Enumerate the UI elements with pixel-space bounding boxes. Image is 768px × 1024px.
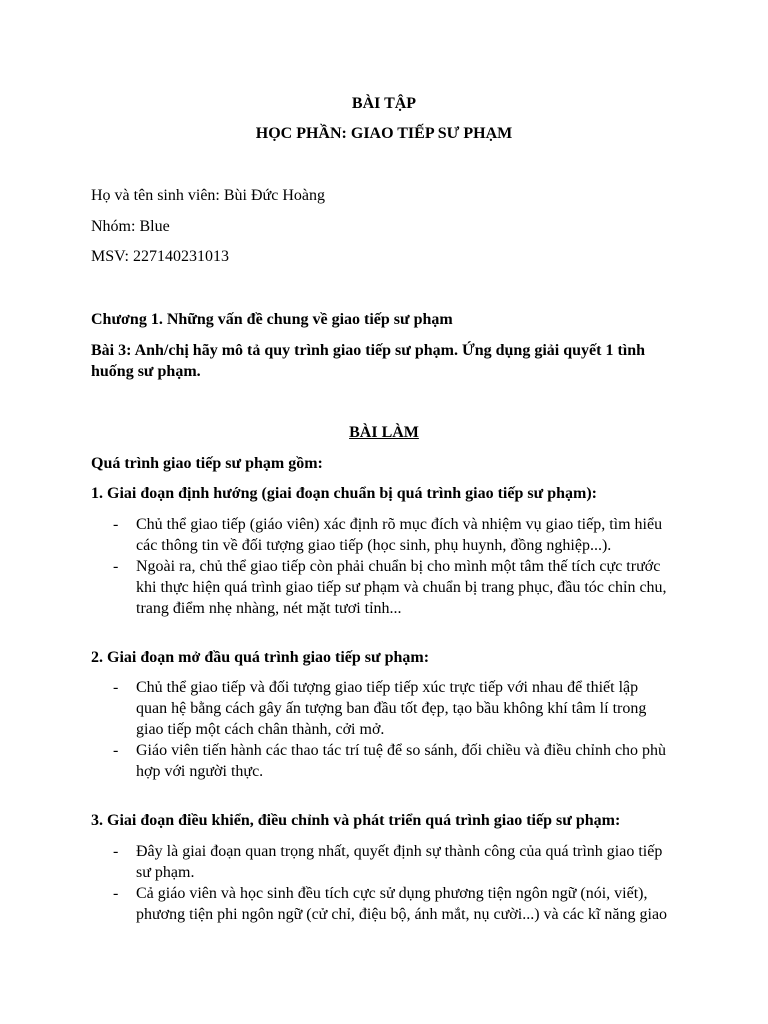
bullet-line: Đây là giai đoạn quan trọng nhất, quyết định sự thành công của quá trình giao tiếp	[136, 843, 663, 860]
bullet-line: khi thực hiện quá trình giao tiếp sư phạm và chuẩn bị trang phục, đầu tóc chỉn chu,	[136, 579, 667, 596]
list-item	[91, 677, 681, 740]
bullet-line: Chủ thể giao tiếp và đối tượng giao tiếp tiếp xúc trực tiếp với nhau để thiết lập	[136, 679, 639, 696]
bullet-marker: -	[113, 558, 119, 575]
course-title: HỌC PHẦN: GIAO TIẾP SƯ PHẠM	[255, 125, 513, 142]
student-name: Họ và tên sinh viên: Bùi Đức Hoàng	[91, 187, 325, 204]
bullet-line: Giáo viên tiến hành các thao tác trí tuệ để so sánh, đối chiều và điều chỉnh cho phù	[136, 742, 667, 759]
student-id: MSV: 227140231013	[91, 248, 229, 265]
bullet-line: Chủ thể giao tiếp (giáo viên) xác định rõ mục đích và nhiệm vụ giao tiếp, tìm hiểu	[136, 516, 663, 533]
section-title: 2. Giai đoạn mở đầu quá trình giao tiếp sư phạm:	[91, 649, 430, 666]
student-group: Nhóm: Blue	[91, 218, 170, 235]
bullet-line: Cả giáo viên và học sinh đều tích cực sử dụng phương tiện ngôn ngữ (nói, viết),	[136, 885, 648, 902]
bullet-line: phương tiện phi ngôn ngữ (cử chỉ, điệu bộ, ánh mắt, nụ cười...) và các kĩ năng giao	[136, 906, 668, 923]
bullet-marker: -	[113, 679, 119, 696]
list-item	[91, 841, 681, 883]
bullet-line: giao tiếp một cách chân thành, cởi mở.	[136, 721, 385, 738]
list-item	[91, 740, 681, 782]
section-title: 1. Giai đoạn định hướng (giai đoạn chuẩn bị quá trình giao tiếp sư phạm):	[91, 485, 597, 502]
bullet-marker: -	[113, 885, 119, 902]
bullet-marker: -	[113, 742, 119, 759]
document-title: BÀI TẬP	[351, 95, 417, 112]
bullet-line: trang điểm nhẹ nhàng, nét mặt tươi tỉnh...	[136, 600, 402, 617]
bullet-line: hợp với người thực.	[136, 763, 264, 780]
question-line: huống sư phạm.	[91, 363, 201, 380]
bullet-list	[91, 677, 681, 782]
bullet-line: quan hệ bằng cách gây ấn tượng ban đầu tốt đẹp, tạo bầu không khí tâm lí trong	[136, 700, 647, 717]
bullet-line: các thông tin về đối tượng giao tiếp (học sinh, phụ huynh, đồng nghiệp...).	[136, 537, 612, 554]
assignment-question	[91, 340, 691, 382]
question-line: Bài 3: Anh/chị hãy mô tả quy trình giao tiếp sư phạm. Ứng dụng giải quyết 1 tình	[91, 342, 646, 359]
bullet-marker: -	[113, 843, 119, 860]
list-item	[91, 883, 681, 925]
bullet-line: Ngoài ra, chủ thể giao tiếp còn phải chuẩn bị cho mình một tâm thế tích cực trước	[136, 558, 661, 575]
bullet-marker: -	[113, 516, 119, 533]
answer-heading: BÀI LÀM	[349, 424, 419, 441]
chapter-heading: Chương 1. Những vấn đề chung về giao tiếp sư phạm	[91, 311, 453, 328]
list-item	[91, 556, 681, 619]
section-title: 3. Giai đoạn điều khiển, điều chỉnh và phát triển quá trình giao tiếp sư phạm:	[91, 812, 621, 829]
answer-intro: Quá trình giao tiếp sư phạm gồm:	[91, 455, 323, 472]
list-item	[91, 514, 681, 556]
bullet-list	[91, 841, 681, 925]
bullet-list	[91, 514, 681, 619]
bullet-line: sư phạm.	[136, 864, 195, 881]
